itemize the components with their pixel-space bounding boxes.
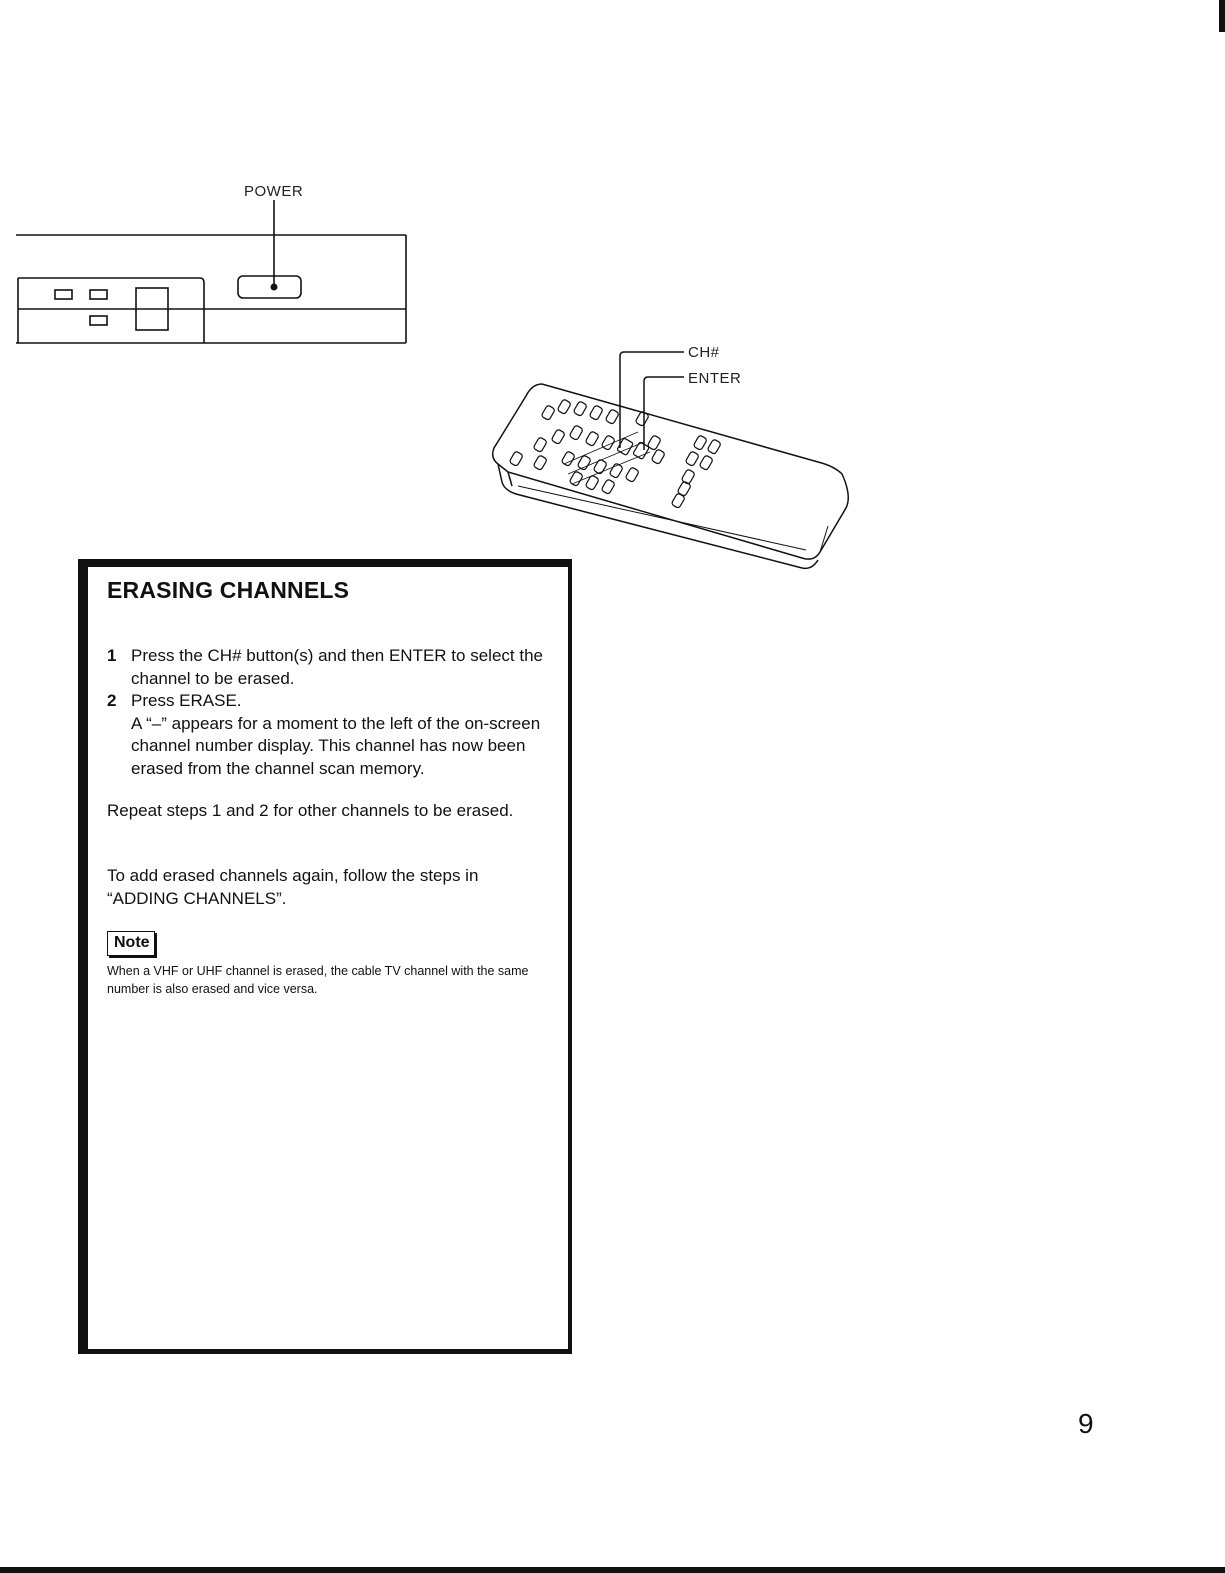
steps-list — [107, 645, 547, 780]
page-edge-mark — [1219, 0, 1225, 32]
step-number: 2 — [107, 691, 117, 710]
add-channels-paragraph: To add erased channels again, follow the steps in “ADDING CHANNELS”. — [107, 866, 479, 908]
step-text: Press the CH# button(s) and then ENTER to select the channel to be erased. — [131, 646, 543, 688]
page-number: 9 — [1078, 1408, 1094, 1439]
step-item — [107, 690, 547, 780]
note-label: Note — [107, 931, 155, 956]
front-panel-illustration — [0, 175, 420, 355]
front-panel-drawing — [0, 175, 420, 355]
erasing-channels-box — [78, 559, 572, 1354]
step-text: Press ERASE. — [131, 691, 242, 710]
bottom-rule — [0, 1567, 1225, 1573]
remote-control-illustration — [488, 340, 868, 575]
note-text: When a VHF or UHF channel is erased, the cable TV channel with the same number is also erased and vice versa. — [107, 964, 529, 996]
enter-label: ENTER — [688, 370, 742, 387]
step-item — [107, 645, 547, 690]
power-label: POWER — [244, 183, 304, 200]
remote-control-drawing — [488, 340, 868, 575]
repeat-paragraph: Repeat steps 1 and 2 for other channels to be erased. — [107, 801, 514, 820]
step-detail: A “–” appears for a moment to the left of the on-screen channel number display. This channel has now been erased from the channel scan memory. — [131, 713, 541, 778]
section-title: ERASING CHANNELS — [107, 577, 350, 603]
step-number: 1 — [107, 646, 117, 665]
ch-number-label: CH# — [688, 344, 720, 361]
